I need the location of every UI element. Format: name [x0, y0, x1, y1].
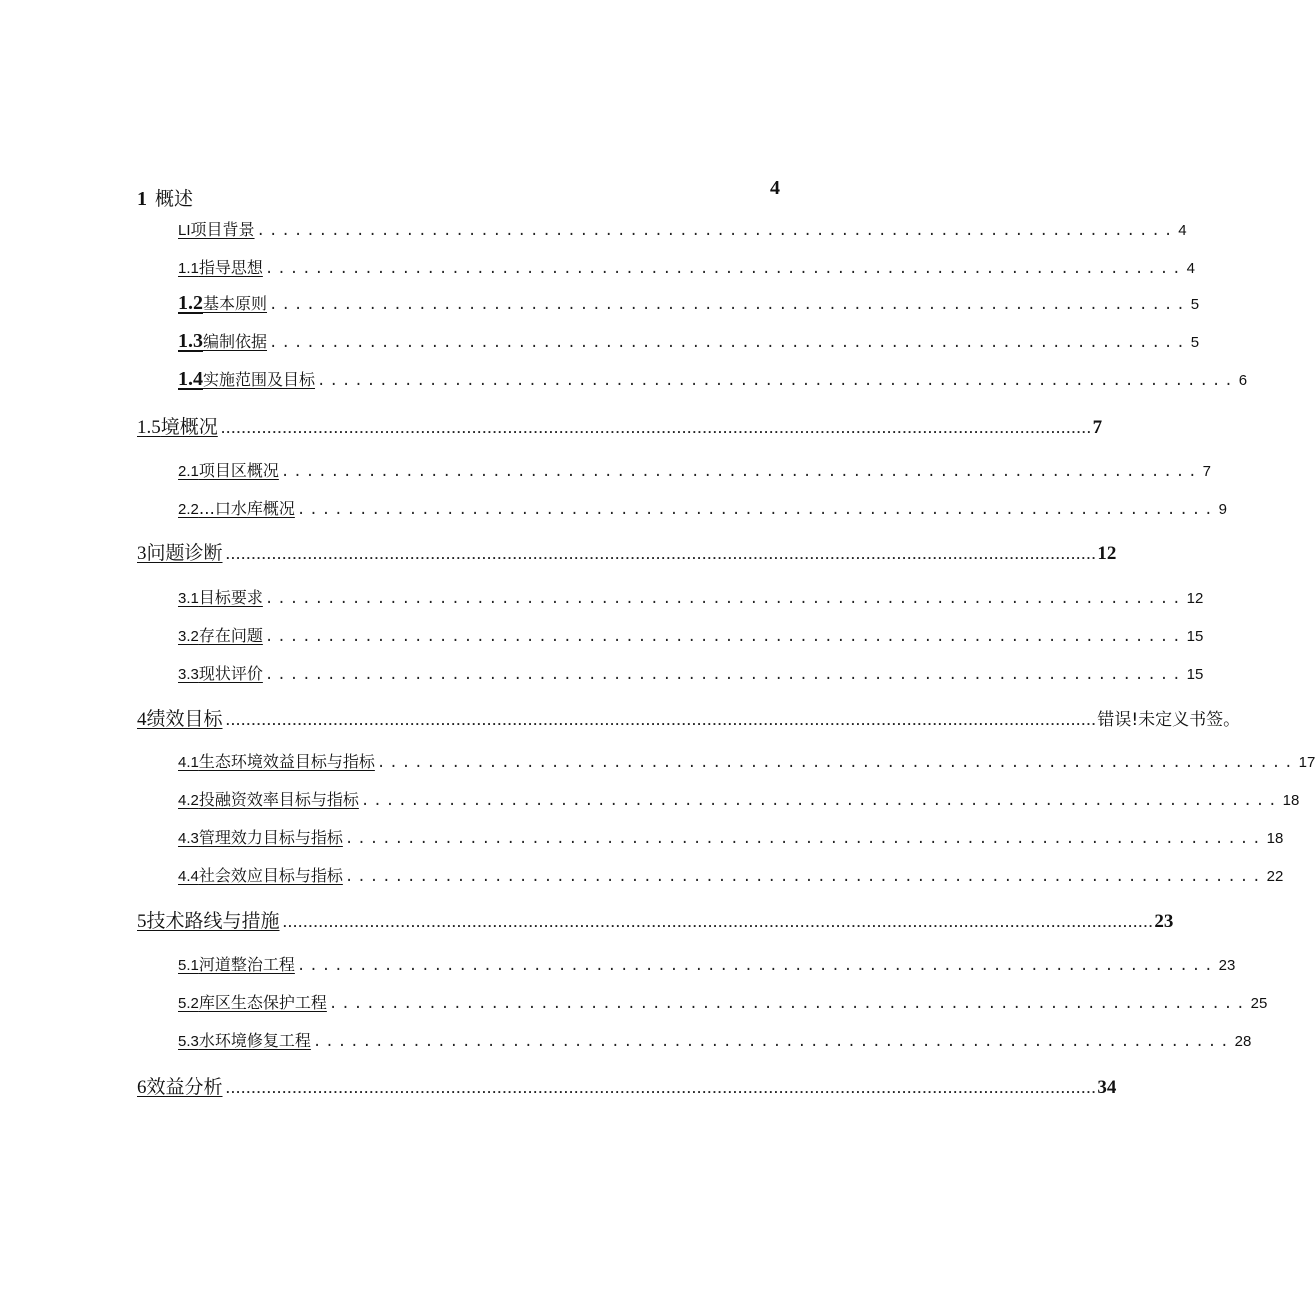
toc-entry-number: 4.2: [178, 792, 199, 809]
toc-entry-5-3[interactable]: [178, 1028, 1252, 1051]
toc-entry-number: 1.1: [178, 260, 199, 277]
toc-entry-4-1[interactable]: [178, 749, 1315, 772]
toc-entry-number: 5.1: [178, 957, 199, 974]
toc-entry-4-4[interactable]: [178, 863, 1284, 886]
toc-entry-3-3[interactable]: [178, 661, 1204, 684]
toc-entry-number: 3.1: [178, 590, 199, 607]
toc-leader-dots: ..........................................................................................................................................................................: [219, 423, 1091, 436]
toc-entry-page: 12: [1097, 543, 1117, 564]
toc-entry-page: 7: [1092, 417, 1103, 438]
toc-entry-4-2[interactable]: [178, 787, 1300, 810]
toc-leader-dots: ..........................................................................: [269, 335, 1189, 351]
toc-entry-number: 4.1: [178, 754, 199, 771]
toc-entry-page: 17: [1298, 754, 1315, 771]
toc-entry-number: 4.4: [178, 868, 199, 885]
toc-entry-page: 4: [1186, 260, 1195, 277]
toc-entry-3-1[interactable]: [178, 585, 1204, 608]
toc-entry-page: 5: [1190, 296, 1200, 313]
toc-leader-dots: ..........................................................................: [296, 502, 1217, 518]
toc-entry-title: 问题诊断: [146, 542, 223, 564]
toc-entry-page: 18: [1266, 830, 1284, 847]
toc-entry-3-2[interactable]: [178, 623, 1204, 646]
toc-leader-dots: ..........................................................................: [312, 1034, 1233, 1050]
toc-entry-title: 库区生态保护工程: [198, 993, 327, 1012]
toc-entry-number: 4: [137, 709, 147, 730]
toc-entry-number: 4.3: [178, 830, 199, 847]
toc-entry-title: 编制依据: [203, 332, 268, 351]
toc-entry-1-1b[interactable]: [178, 255, 1195, 278]
toc-entry-title: 社会效应目标与指标: [198, 866, 343, 885]
toc-leader-dots: ..........................................................................: [317, 373, 1237, 389]
toc-leader-dots: ..........................................................................: [264, 629, 1185, 645]
toc-entry-title: 投融资效率目标与指标: [198, 790, 359, 809]
toc-page-number: 4: [770, 177, 780, 199]
toc-leader-dots: ..........................................................................: [328, 996, 1249, 1012]
toc-entry-title: 河道整治工程: [198, 955, 295, 974]
toc-entry-number: LI: [178, 222, 191, 239]
toc-entry-number: 5: [137, 911, 147, 932]
toc-entry-page: 18: [1282, 792, 1300, 809]
toc-entry-title: 水环境修复工程: [198, 1031, 311, 1050]
toc-entry-title: 项目区概况: [198, 461, 279, 480]
toc-entry-page: 4: [1178, 222, 1187, 239]
toc-entry-5-1[interactable]: [178, 952, 1236, 975]
toc-entry-page: 34: [1097, 1077, 1117, 1098]
toc-entry-page: 22: [1266, 868, 1284, 885]
toc-entry-4-3[interactable]: [178, 825, 1284, 848]
toc-entry-page: 12: [1186, 590, 1204, 607]
toc-entry-number: 3.2: [178, 628, 199, 645]
toc-entry-title: 概述: [155, 188, 194, 210]
toc-entry-number: 2.1: [178, 463, 199, 480]
toc-leader-dots: ..........................................................................: [376, 755, 1297, 771]
toc-entry-1[interactable]: [137, 184, 777, 211]
toc-entry-title: 境概况: [160, 416, 218, 438]
toc-entry-5-2[interactable]: [178, 990, 1268, 1013]
toc-entry-number: 1.3: [178, 330, 203, 352]
toc-entry-6[interactable]: [137, 1072, 1117, 1099]
toc-entry-2-2[interactable]: [178, 496, 1227, 519]
toc-entry-number: 3.3: [178, 666, 199, 683]
toc-entry-title: 存在问题: [198, 626, 263, 645]
toc-entry-title: 技术路线与措施: [146, 910, 280, 932]
toc-entry-number: 5.2: [178, 995, 199, 1012]
toc-entry-title: 指导思想: [198, 258, 263, 277]
toc-entry-page: 15: [1186, 666, 1204, 683]
toc-entry-title: …口水库概况: [198, 499, 295, 518]
toc-entry-page: 9: [1218, 501, 1227, 518]
toc-leader-dots: ..........................................................................: [344, 831, 1265, 847]
toc-entry-page: 23: [1218, 957, 1236, 974]
toc-leader-dots: ..........................................................................: [264, 667, 1185, 683]
toc-entry-2-1[interactable]: [178, 458, 1211, 481]
toc-entry-page: 5: [1190, 334, 1200, 351]
toc-entry-page: 28: [1234, 1033, 1252, 1050]
toc-leader-dots: ..........................................................................: [360, 793, 1281, 809]
toc-entry-number: 1.5: [137, 417, 161, 438]
toc-leader-dots: ..........................................................................: [344, 869, 1265, 885]
toc-entry-1-4[interactable]: [178, 367, 1248, 391]
toc-entry-number: 1.2: [178, 292, 203, 314]
toc-leader-dots: ..........................................................................................................................................................................: [224, 1083, 1096, 1096]
toc-leader-dots: ..........................................................................: [280, 464, 1201, 480]
toc-entry-page: 6: [1238, 372, 1248, 389]
toc-entry-number: 6: [137, 1077, 147, 1098]
toc-entry-1-2[interactable]: [178, 291, 1200, 315]
toc-leader-dots: ..........................................................................: [296, 958, 1217, 974]
toc-entry-1-3[interactable]: [178, 329, 1200, 353]
toc-entry-number: 1: [137, 188, 147, 210]
toc-entry-page: 7: [1202, 463, 1211, 480]
toc-entry-number: 5.3: [178, 1033, 199, 1050]
toc-entry-page: 15: [1186, 628, 1204, 645]
toc-entry-1-1[interactable]: [178, 217, 1187, 240]
toc-leader-dots: ..........................................................................................................................................................................: [281, 917, 1153, 930]
toc-entry-title: 管理效力目标与指标: [198, 828, 343, 847]
toc-entry-number: 1.4: [178, 368, 203, 390]
toc-leader-dots: ..........................................................................: [256, 223, 1177, 239]
toc-leader-dots: ..........................................................................................................................................................................: [224, 549, 1096, 562]
toc-leader-dots: ..........................................................................: [264, 591, 1185, 607]
toc-entry-title: 绩效目标: [146, 708, 223, 730]
toc-entry-title: 效益分析: [146, 1076, 223, 1098]
toc-entry-title: 现状评价: [198, 664, 263, 683]
toc-entry-page: 25: [1250, 995, 1268, 1012]
toc-entry-title: 实施范围及目标: [203, 370, 316, 389]
toc-entry-2[interactable]: [137, 412, 1103, 439]
toc-entry-4[interactable]: [137, 704, 1241, 731]
toc-entry-page: 错误!未定义书签。: [1097, 710, 1241, 730]
toc-entry-3[interactable]: [137, 538, 1117, 565]
toc-leader-dots: ..........................................................................: [264, 261, 1185, 277]
toc-leader-dots: ..........................................................................................................................................................................: [224, 715, 1096, 728]
toc-entry-page: 23: [1154, 911, 1174, 932]
toc-entry-number: 2.2: [178, 501, 199, 518]
toc-entry-title: 生态环境效益目标与指标: [198, 752, 375, 771]
toc-entry-title: 目标要求: [198, 588, 263, 607]
toc-entry-title: 项目背景: [190, 220, 255, 239]
toc-entry-5[interactable]: [137, 906, 1174, 933]
toc-entry-title: 基本原则: [203, 294, 268, 313]
toc-leader-dots: ..........................................................................: [269, 297, 1189, 313]
toc-entry-number: 3: [137, 543, 147, 564]
